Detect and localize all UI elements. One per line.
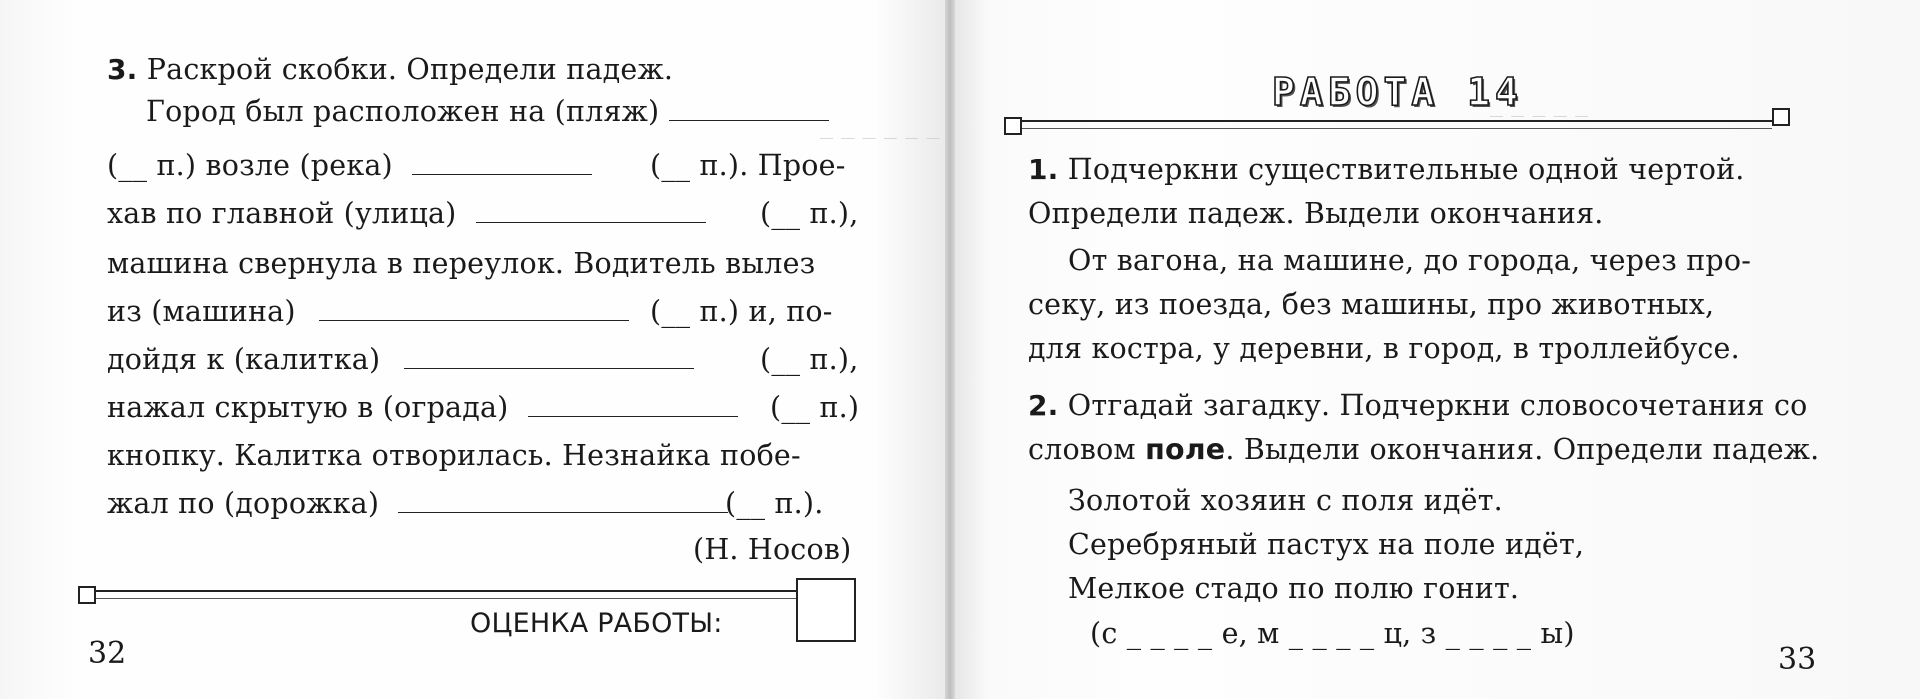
exercise-text: машина свернула в переулок. Водитель вылез [107, 247, 816, 280]
task-number: 3. [107, 53, 138, 86]
riddle-answer: (с _ _ _ _ е, м _ _ _ _ ц, з _ _ _ _ ы) [1090, 617, 1575, 650]
exercise-line [107, 149, 592, 182]
riddle-line: Золотой хозяин с поля идёт. [1068, 484, 1503, 517]
exercise-line [107, 197, 706, 230]
exercise-text: хав по главной (улица) [107, 197, 457, 230]
grade-label: ОЦЕНКА РАБОТЫ: [470, 608, 723, 639]
task-instruction [1028, 433, 1820, 466]
rule-end-square [1004, 117, 1022, 135]
exercise-text: (__ п.). [725, 487, 824, 520]
exercise-text: (__ п.) [770, 391, 860, 424]
divider-rule [1022, 120, 1772, 122]
exercise-text: От вагона, на машине, до города, через про- [1068, 244, 1752, 277]
answer-blank[interactable] [319, 319, 629, 321]
answer-blank[interactable] [528, 415, 738, 417]
page-number: 33 [1778, 642, 1817, 677]
exercise-line [107, 487, 728, 520]
divider-rule [96, 598, 796, 599]
exercise-text: дойдя к (калитка) [107, 343, 381, 376]
task-2-line [1028, 389, 1808, 422]
exercise-text: (__ п.), [760, 343, 859, 376]
highlighted-word: поле [1145, 433, 1226, 466]
exercise-text: (__ п.), [760, 197, 859, 230]
task-3-heading [107, 53, 674, 86]
riddle-line: Серебряный пастух на поле идёт, [1068, 528, 1585, 561]
answer-blank[interactable] [476, 221, 706, 223]
answer-blank[interactable] [412, 173, 592, 175]
rule-end-square [1772, 108, 1790, 126]
task-instruction: Отгадай загадку. Подчеркни словосочетания со [1067, 389, 1808, 422]
exercise-text: для костра, у деревни, в город, в троллейбусе. [1028, 332, 1740, 365]
exercise-line [107, 343, 694, 376]
show-through-text: _ _ _ _ _ _ [820, 110, 940, 140]
answer-blank[interactable] [404, 367, 694, 369]
grade-box[interactable] [796, 578, 856, 642]
page-number: 32 [88, 636, 127, 671]
divider-rule [96, 590, 796, 592]
author-attribution: (Н. Носов) [693, 533, 852, 566]
answer-blank[interactable] [669, 119, 829, 121]
task-instruction: Определи падеж. Выдели окончания. [1028, 197, 1604, 230]
exercise-text: кнопку. Калитка отворилась. Незнайка побе- [107, 439, 801, 472]
instruction-text: . Выдели окончания. Определи падеж. [1225, 433, 1820, 466]
exercise-text: (__ п.) возле (река) [107, 149, 393, 182]
exercise-text: (__ п.). Прое- [650, 149, 846, 182]
task-number: 2. [1028, 389, 1059, 422]
exercise-text: Город был расположен на (пляж) [146, 95, 660, 128]
task-instruction: Подчеркни существительные одной чертой. [1067, 153, 1745, 186]
task-instruction: Раскрой скобки. Определи падеж. [146, 53, 674, 86]
exercise-line [107, 295, 629, 328]
work-title: РАБОТА 14 [1272, 70, 1523, 114]
answer-blank[interactable] [398, 511, 728, 513]
book-spine [945, 0, 955, 699]
show-through-text: _ _ _ _ _ [1490, 88, 1589, 118]
exercise-text: из (машина) [107, 295, 296, 328]
rule-end-square [78, 586, 96, 604]
exercise-text: (__ п.) и, по- [650, 295, 833, 328]
exercise-line [146, 95, 829, 128]
exercise-text: секу, из поезда, без машины, про животных, [1028, 288, 1715, 321]
exercise-text: нажал скрытую в (ограда) [107, 391, 509, 424]
instruction-text: словом [1028, 433, 1146, 466]
task-number: 1. [1028, 153, 1059, 186]
task-1-line [1028, 153, 1745, 186]
exercise-line [107, 391, 738, 424]
riddle-line: Мелкое стадо по полю гонит. [1068, 572, 1520, 605]
divider-rule [1022, 128, 1772, 129]
exercise-text: жал по (дорожка) [107, 487, 380, 520]
